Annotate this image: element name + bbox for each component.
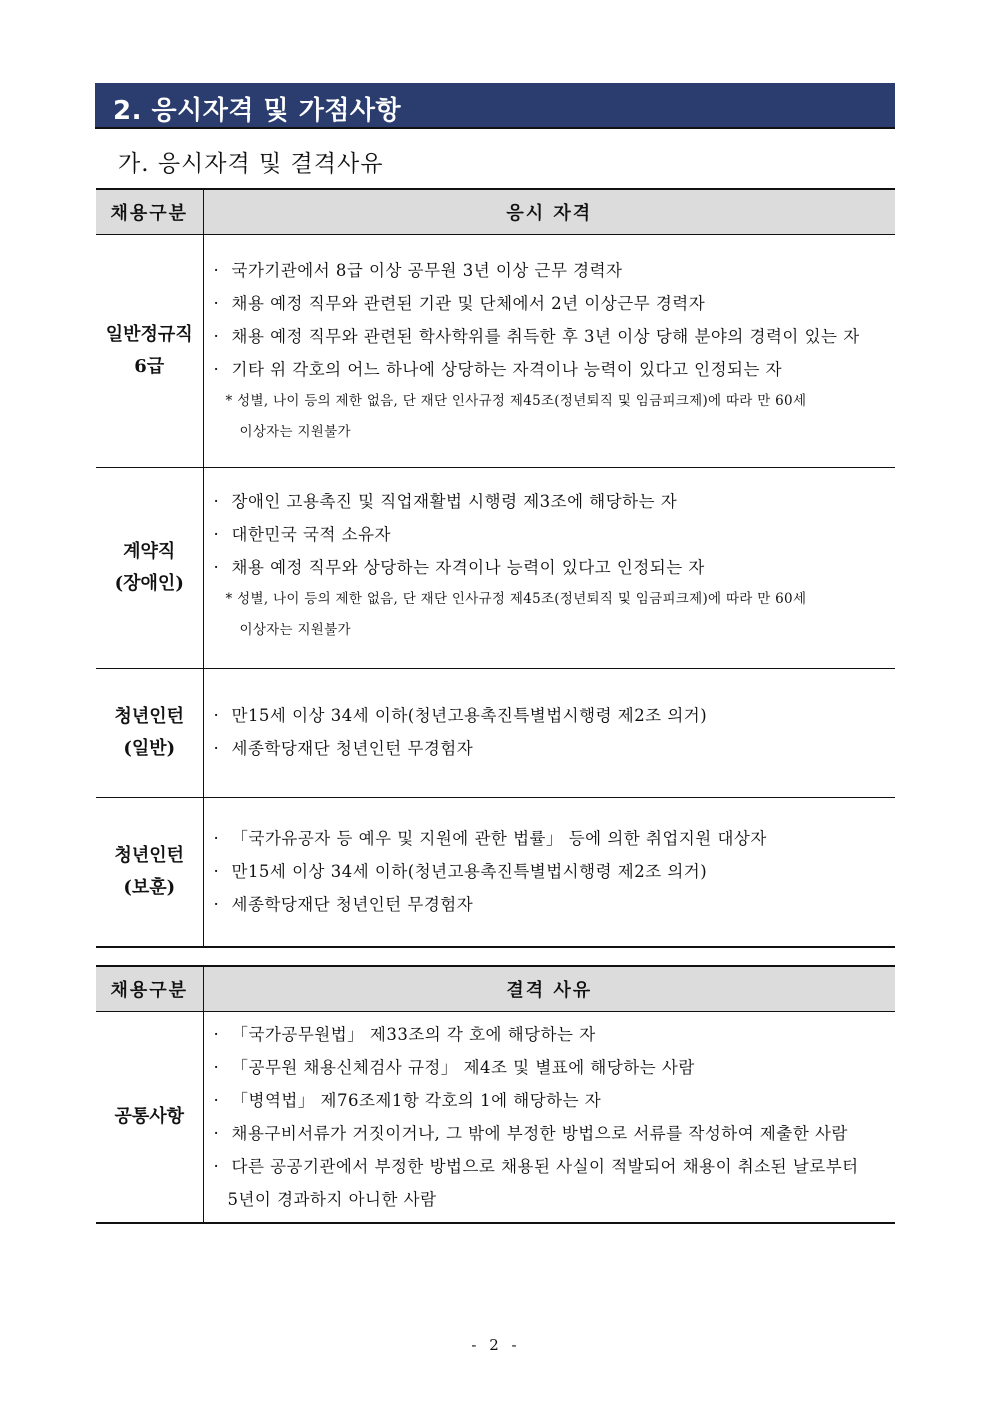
header-content: 응시 자격 bbox=[203, 189, 895, 235]
list-item: · 세종학당재단 청년인턴 무경험자 bbox=[213, 739, 474, 758]
list-item: · 「국가공무원법」 제33조의 각 호에 해당하는 자 bbox=[213, 1025, 596, 1044]
page-number: - 2 - bbox=[471, 1336, 521, 1354]
list-item: · 「병역법」 제76조제1항 각호의 1에 해당하는 자 bbox=[213, 1091, 602, 1110]
note: * 성별, 나이 등의 제한 없음, 단 재단 인사규정 제45조(정년퇴직 및 임금피크제)에 따라 만 60세 이상자는 지원불가 bbox=[225, 393, 807, 440]
table-row bbox=[96, 669, 895, 798]
list-item: · 만15세 이상 34세 이하(청년고용촉진특별법시행령 제2조 의거) bbox=[213, 862, 708, 881]
header-category: 채용구분 bbox=[96, 966, 203, 1012]
category-line: 청년인턴 bbox=[114, 706, 185, 727]
note: * 성별, 나이 등의 제한 없음, 단 재단 인사규정 제45조(정년퇴직 및 임금피크제)에 따라 만 60세 이상자는 지원불가 bbox=[225, 591, 807, 638]
table-row bbox=[96, 468, 895, 669]
header-content: 결격 사유 bbox=[203, 966, 895, 1012]
list-item: · 채용 예정 직무와 관련된 학사학위를 취득한 후 3년 이상 당해 분야의 경력이 있는 자 bbox=[213, 327, 860, 346]
row-category bbox=[96, 669, 203, 798]
list-item: · 기타 위 각호의 어느 하나에 상당하는 자격이나 능력이 있다고 인정되는 자 bbox=[213, 360, 783, 379]
category-line: (장애인) bbox=[114, 573, 184, 594]
category-line: (보훈) bbox=[123, 877, 176, 898]
category-line: 일반정규직 bbox=[105, 324, 193, 345]
table-row bbox=[96, 235, 895, 468]
row-category bbox=[96, 1012, 203, 1224]
table-row bbox=[96, 1012, 895, 1224]
row-content bbox=[203, 669, 895, 798]
list-item: · 만15세 이상 34세 이하(청년고용촉진특별법시행령 제2조 의거) bbox=[213, 706, 708, 725]
list-item: · 다른 공공기관에서 부정한 방법으로 채용된 사실이 적발되어 채용이 취소된 날로부터 bbox=[213, 1157, 859, 1176]
table-header-row bbox=[96, 189, 895, 235]
list-item: · 「공무원 채용신체검사 규정」 제4조 및 별표에 해당하는 사람 bbox=[213, 1058, 695, 1077]
category-line: 청년인턴 bbox=[114, 845, 185, 866]
list-item-continuation: 5년이 경과하지 아니한 사람 bbox=[227, 1190, 437, 1209]
table-header-row bbox=[96, 966, 895, 1012]
row-content bbox=[203, 1012, 895, 1224]
list-item: · 채용 예정 직무와 상당하는 자격이나 능력이 있다고 인정되는 자 bbox=[213, 558, 705, 577]
list-item: · 장애인 고용촉진 및 직업재활법 시행령 제3조에 해당하는 자 bbox=[213, 492, 678, 511]
header-category: 채용구분 bbox=[96, 189, 203, 235]
list-item: · 채용구비서류가 거짓이거나, 그 밖에 부정한 방법으로 서류를 작성하여 제출한 사람 bbox=[213, 1124, 848, 1143]
category-line: 공통사항 bbox=[114, 1106, 185, 1127]
list-item: · 세종학당재단 청년인턴 무경험자 bbox=[213, 895, 474, 914]
row-content bbox=[203, 235, 895, 468]
row-category bbox=[96, 798, 203, 948]
section-title: 2. 응시자격 및 가점사항 bbox=[113, 96, 402, 126]
section-title-bar bbox=[95, 83, 895, 129]
list-item: · 채용 예정 직무와 관련된 기관 및 단체에서 2년 이상근무 경력자 bbox=[213, 294, 706, 313]
list-item: · 「국가유공자 등 예우 및 지원에 관한 법률」 등에 의한 취업지원 대상자 bbox=[213, 829, 767, 848]
subheading: 가. 응시자격 및 결격사유 bbox=[118, 151, 384, 177]
disqualification-table bbox=[96, 965, 895, 1224]
category-line: (일반) bbox=[123, 738, 176, 759]
list-item: · 대한민국 국적 소유자 bbox=[213, 525, 391, 544]
row-content bbox=[203, 798, 895, 948]
table-row bbox=[96, 798, 895, 948]
row-category bbox=[96, 235, 203, 468]
row-content bbox=[203, 468, 895, 669]
category-line: 계약직 bbox=[123, 541, 176, 562]
category-line: 6급 bbox=[134, 356, 165, 377]
list-item: · 국가기관에서 8급 이상 공무원 3년 이상 근무 경력자 bbox=[213, 261, 623, 280]
qualification-table bbox=[96, 188, 895, 948]
row-category bbox=[96, 468, 203, 669]
